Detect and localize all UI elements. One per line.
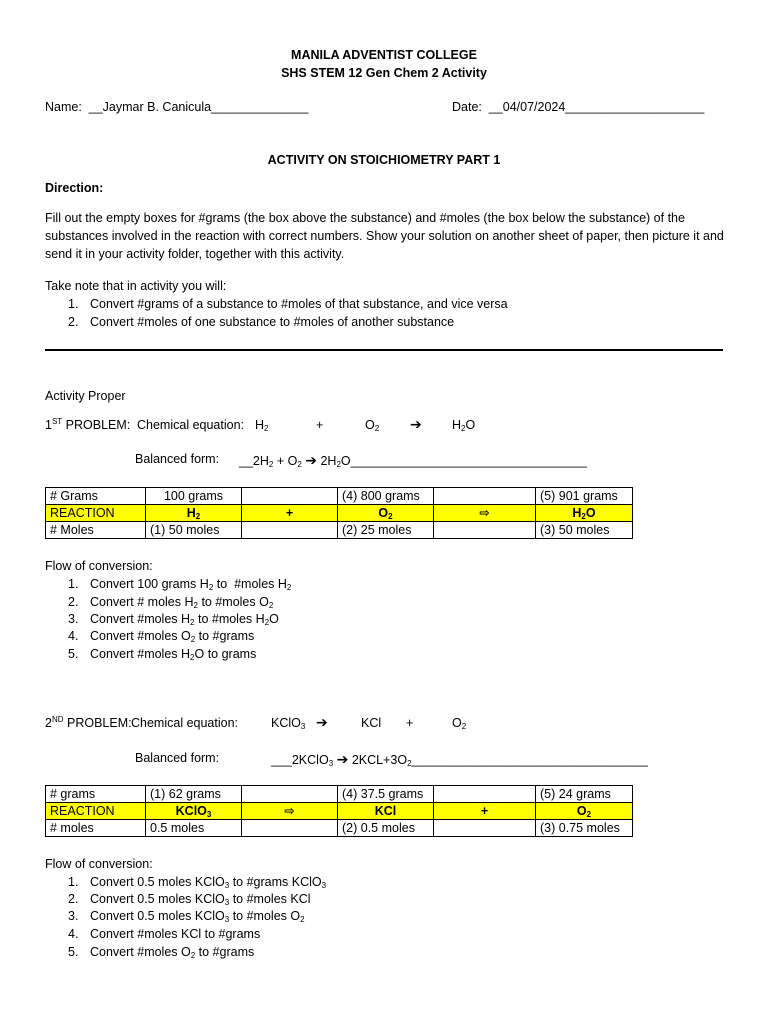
activity-proper-label: Activity Proper [45, 389, 126, 403]
table-cell: (1) 62 grams [146, 786, 242, 803]
table-cell [242, 522, 338, 539]
problem2-eq-o2: $O_2$ [452, 716, 467, 731]
table-cell: (2) 25 moles [338, 522, 434, 539]
table-cell-h2o: $H_2O$ [536, 505, 633, 522]
problem2-eq-plus: + [406, 716, 414, 730]
problem1-label: 1ST PROBLEM: [45, 417, 131, 432]
table-cell: (5) 901 grams [536, 488, 633, 505]
table-cell [434, 522, 536, 539]
horizontal-divider [45, 349, 723, 351]
arrow-icon: ⇨ [434, 505, 536, 522]
problem2-balanced-equation: ___2KClO$_3$ ➔ $2KCL+3O_2\_\_\_\_\_\_\_\_\_\_\_\_\_\_\_\_\_\_\_\_\_\_\_\_\_\_\_\_\_\_\_\_\_\_$ [271, 751, 648, 768]
problem1-balanced-label: Balanced form: [135, 452, 220, 466]
problem2-balanced-label: Balanced form: [135, 751, 220, 765]
date-value: __04/07/2024____________________ [488, 100, 705, 114]
grams-header: # grams [46, 786, 146, 803]
table-cell-kclo3: KClO$_3$ [146, 803, 242, 820]
table-cell: (1) 50 moles [146, 522, 242, 539]
school-name: MANILA ADVENTIST COLLEGE [291, 48, 477, 62]
problem1-flow-label: Flow of conversion: [45, 559, 153, 573]
arrow-icon: ⇨ [242, 803, 338, 820]
table-cell: + [242, 505, 338, 522]
direction-label: Direction: [45, 181, 104, 195]
moles-header: # moles [46, 820, 146, 837]
table-cell-h2: $H_2$ [146, 505, 242, 522]
table-row [46, 786, 633, 803]
table-cell: (4) 800 grams [338, 488, 434, 505]
table-cell: (5) 24 grams [536, 786, 633, 803]
grams-header: # Grams [46, 488, 146, 505]
table-cell: (3) 0.75 moles [536, 820, 633, 837]
problem2-eq-kclo3: KClO$_3$ [271, 716, 306, 731]
table-cell: (4) 37.5 grams [338, 786, 434, 803]
problem2-table [45, 785, 633, 837]
problem1-table [45, 487, 633, 539]
problem2-label: 2ND PROBLEM: [45, 715, 132, 730]
table-cell-o2: $O_2$ [338, 505, 434, 522]
reaction-arrow-icon: ➔ [316, 714, 328, 730]
problem1-eq-h2o: $H_2O$ [452, 418, 476, 433]
date-line [452, 100, 704, 114]
table-cell [242, 786, 338, 803]
activity-title: ACTIVITY ON STOICHIOMETRY PART 1 [267, 153, 501, 167]
date-label: Date: [452, 100, 482, 114]
table-cell: + [434, 803, 536, 820]
table-cell: (3) 50 moles [536, 522, 633, 539]
table-cell-kcl: KCl [338, 803, 434, 820]
reaction-header: REACTION [46, 505, 146, 522]
problem1-eq-plus: + [316, 418, 324, 432]
reaction-arrow-icon: ➔ [410, 416, 422, 432]
table-row [46, 488, 633, 505]
problem1-balanced-equation: $\_\_2H_2 + O_2$ ➔ $2H_2O\_\_\_\_\_\_\_\_\_\_\_\_\_\_\_\_\_\_\_\_\_\_\_\_\_\_\_\_\_\_\_\_\_\_$ [239, 452, 587, 469]
table-cell: (2) 0.5 moles [338, 820, 434, 837]
direction-text: Fill out the empty boxes for #grams (the box above the substance) and #moles (the box below the substance) of the substances involved in the reaction with correct numbers. Show your solution on another sheet of paper, then picture it and send it in your activity folder, together with this activity. [45, 211, 724, 261]
table-row [46, 505, 633, 522]
reaction-header: REACTION [46, 803, 146, 820]
name-value: __Jaymar B. Canicula______________ [88, 100, 309, 114]
document-subtitle: SHS STEM 12 Gen Chem 2 Activity [281, 66, 487, 80]
problem2-flow-label: Flow of conversion: [45, 857, 153, 871]
problem1-eq-o2: $O_2$ [365, 418, 380, 433]
table-cell [242, 820, 338, 837]
problem1-equation-label: Chemical equation: [137, 418, 245, 432]
note-intro: Take note that in activity you will: [45, 279, 227, 293]
table-cell: 0.5 moles [146, 820, 242, 837]
table-row [46, 820, 633, 837]
table-cell [434, 820, 536, 837]
moles-header: # Moles [46, 522, 146, 539]
table-row [46, 803, 633, 820]
table-cell [434, 786, 536, 803]
table-cell-o2: $O_2$ [536, 803, 633, 820]
problem1-eq-h2: $H_2$ [255, 418, 269, 433]
name-label: Name: [45, 100, 82, 114]
table-row [46, 522, 633, 539]
name-line [45, 100, 308, 114]
table-cell: 100 grams [146, 488, 242, 505]
problem2-equation-label: Chemical equation: [131, 716, 239, 730]
problem2-eq-kcl: KCl [361, 716, 382, 730]
table-cell [242, 488, 338, 505]
table-cell [434, 488, 536, 505]
